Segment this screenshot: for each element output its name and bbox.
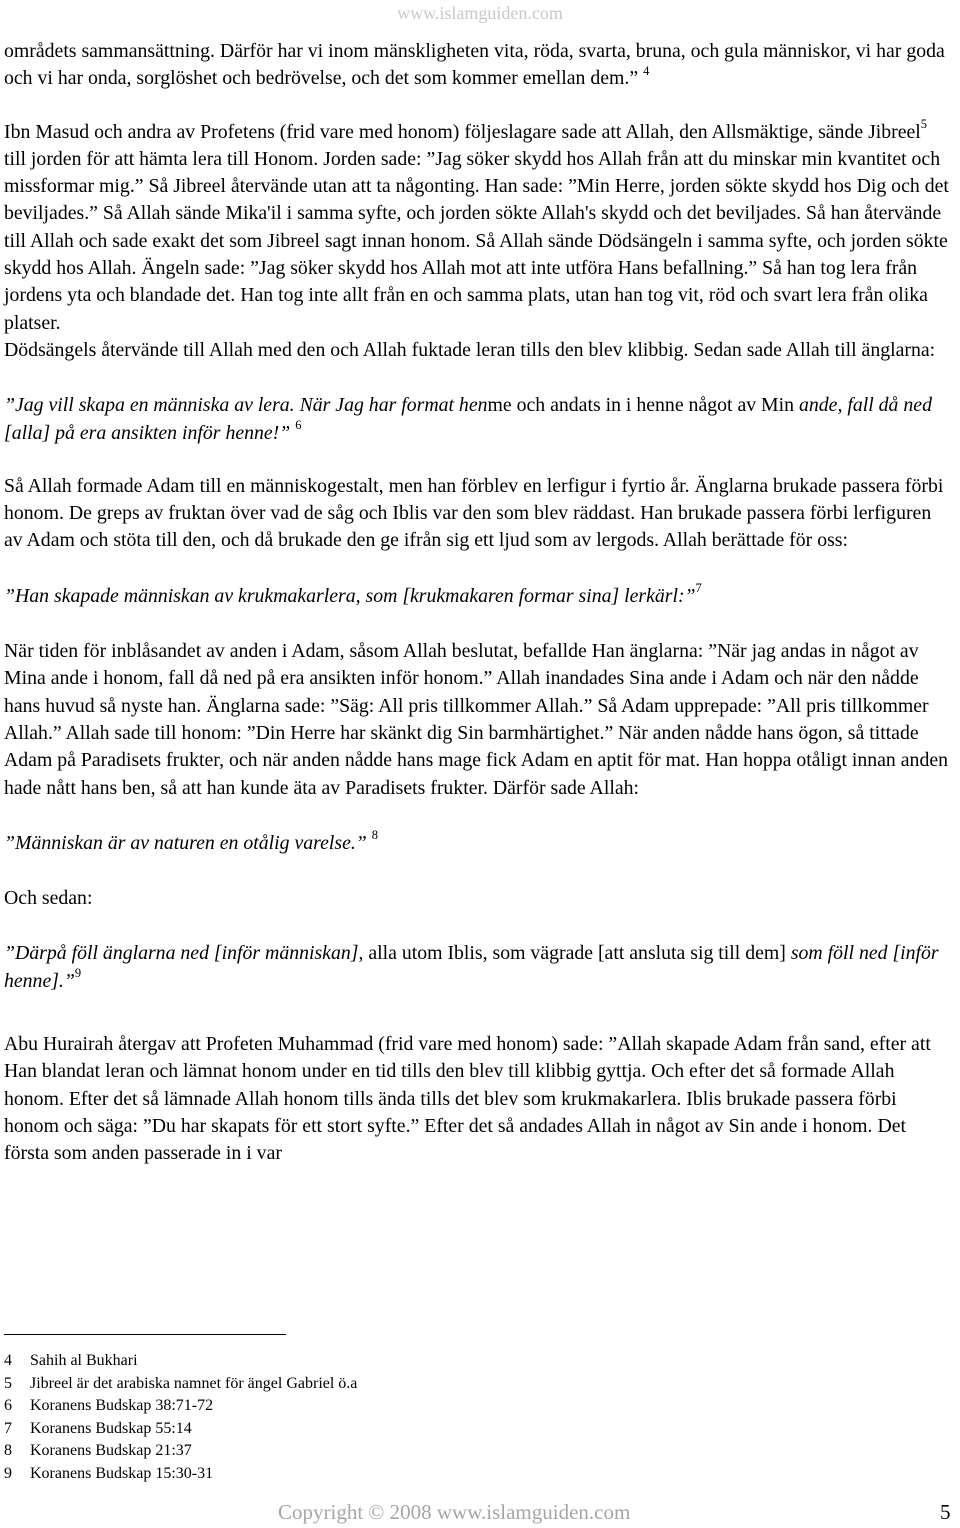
paragraph-4: Så Allah formade Adam till en människogestalt, men han förblev en lerfigur i fyrtio år. Änglarna brukade passera förbi honom. De greps av fruktan över vad de såg och Iblis var den som blev räddast. Han brukade passera förbi lerfiguren av Adam och stöta till den, och då brukade den ge ifrån sig ett ljud som av lergods. Allah berättade för oss:	[4, 474, 944, 552]
footnote-number: 4	[4, 1352, 12, 1369]
footnote-text: Jibreel är det arabiska namnet för ängel Gabriel ö.a	[30, 1374, 358, 1392]
footnote-text: Koranens Budskap 21:37	[30, 1442, 192, 1459]
footnote-ref-9[interactable]: 9	[74, 966, 82, 981]
footnote-text: Koranens Budskap 15:30-31	[30, 1464, 214, 1482]
footnote-ref-8[interactable]: 8	[371, 828, 379, 843]
paragraph-6: Och sedan:	[4, 887, 93, 910]
paragraph-3: Dödsängels återvände till Allah med den och Allah fuktade leran tills den blev klibbig. Sedan sade Allah till änglarna:	[4, 338, 936, 361]
quote-1-italic: ”Jag vill skapa en människa av lera. När Jag har format hen	[4, 394, 488, 417]
paragraph-1	[4, 38, 952, 93]
footnote-item	[4, 1440, 704, 1463]
header-site-url: www.islamguiden.com	[397, 3, 563, 23]
footnote-text: Koranens Budskap 38:71-72	[30, 1397, 214, 1414]
footnote-item	[4, 1373, 704, 1396]
quote-2	[4, 583, 952, 610]
footnote-number: 9	[4, 1464, 12, 1482]
quote-4-italic: ”Därpå föll änglarna ned [inför människan]	[4, 942, 359, 965]
quote-4	[4, 940, 952, 995]
footnote-number: 8	[4, 1442, 12, 1459]
document-body	[4, 38, 952, 1168]
footnote-ref-5[interactable]: 5	[920, 117, 928, 131]
quote-4-italic-2: som föll ned [inför henne].”	[4, 942, 939, 992]
quote-4-normal: , alla utom Iblis, som vägrade [att ansluta sig till dem]	[358, 942, 786, 965]
quote-2-text: ”Han skapade människan av krukmakarlera, som [krukmakaren formar sina] lerkärl:”	[4, 584, 696, 607]
footnote-number: 5	[4, 1374, 12, 1392]
quote-1-normal: me och andats in i henne något av Min	[487, 394, 795, 417]
page-number: 5	[940, 1500, 951, 1524]
footnote-item	[4, 1350, 704, 1373]
footnote-text: Sahih al Bukhari	[30, 1352, 138, 1369]
quote-1-italic-2: ande, fall då ned [alla] på era ansikten inför henne!”	[4, 394, 932, 444]
footnote-item	[4, 1395, 704, 1418]
paragraph-7: Abu Hurairah återgav att Profeten Muhammad (frid vare med honom) sade: ”Allah skapade Adam från sand, efter att Han blandat leran och lämnat honom under en tid tills den blev till klibbig gyttja. Och efter det så formade Allah honom. Efter det så lämnade Allah honom tills ända tills det blev som krukmakarlera. Iblis brukade passera förbi honom och säga: ”Du har skapats för ett stort syfte.” Efter det så andades Allah in något av Sin ande i honom. Det första som anden passerade in i var	[4, 1033, 931, 1165]
footer-copyright: Copyright © 2008 www.islamguiden.com	[278, 1500, 631, 1524]
footnote-ref-7[interactable]: 7	[695, 581, 702, 596]
footnote-number: 7	[4, 1419, 12, 1437]
footnote-number: 6	[4, 1397, 12, 1414]
quote-1	[4, 392, 952, 447]
quote-3-text: ”Människan är av naturen en otålig varelse.”	[4, 831, 367, 854]
footnote-divider	[4, 1334, 286, 1335]
footnote-ref-4[interactable]: 4	[643, 63, 650, 78]
paragraph-5: När tiden för inblåsandet av anden i Adam, såsom Allah beslutat, befallde Han änglarna: ”När jag andas in något av Mina ande i honom, fall då ned på era ansikten inför honom.” Allah inandades Sina ande i Adam och när den nådde hans huvud så nyste han. Änglarna sade: ”Säg: All pris tillkommer Allah.” Så Adam upprepade: ”All pris tillkommer Allah.” Allah sade till honom: ”Din Herre har skänkt dig Sin barmhärtighet.” När anden nådde hans ögon, så tittade Adam på Paradisets frukter, och när anden nådde hans mage fick Adam en aptit för mat. Han hoppa otåligt innan anden hade nått hans ben, så att han kunde äta av Paradisets frukter. Därför sade Allah:	[4, 640, 949, 799]
paragraph-2-text-b: till jorden för att hämta lera till Honom. Jorden sade: ”Jag söker skydd hos Allah från att du minskar min kvantitet och missformar mig.” Så Jibreel återvände utan att ta någonting. Han sade: ”Min Herre, jorden sökte skydd hos Dig och det beviljades.” Så Allah sände Mika'il i samma syfte, och jorden sökte Allah's skydd och det beviljades. Så han återvände till Allah och sade exakt det som Jibreel sagt innan honom. Så Allah sände Dödsängeln i samma syfte, och jorden sökte skydd hos Allah. Ängeln sade: ”Jag söker skydd hos Allah mot att inte utföra Hans befallning.” Så han tog lera från jordens yta och blandade det. Han tog inte allt från en och samma plats, utan han tog vit, röd och svart lera från olika platser.	[4, 147, 949, 334]
footnote-item	[4, 1463, 704, 1486]
paragraph-2	[4, 119, 952, 337]
paragraph-2-text-a: Ibn Masud och andra av Profetens (frid vare med honom) följeslagare sade att Allah, den Allsmäktige, sände Jibreel	[4, 120, 921, 143]
paragraph-1-text: områdets sammansättning. Därför har vi inom mänskligheten vita, röda, svarta, bruna, och gula människor, vi har goda och vi har onda, sorglöshet och bedrövelse, och det som kommer emellan dem.”	[4, 40, 945, 90]
footnote-item	[4, 1418, 704, 1441]
footnotes-list	[4, 1350, 704, 1485]
footnote-text: Koranens Budskap 55:14	[30, 1419, 192, 1437]
footnote-ref-6[interactable]: 6	[295, 417, 302, 432]
quote-3	[4, 830, 952, 857]
